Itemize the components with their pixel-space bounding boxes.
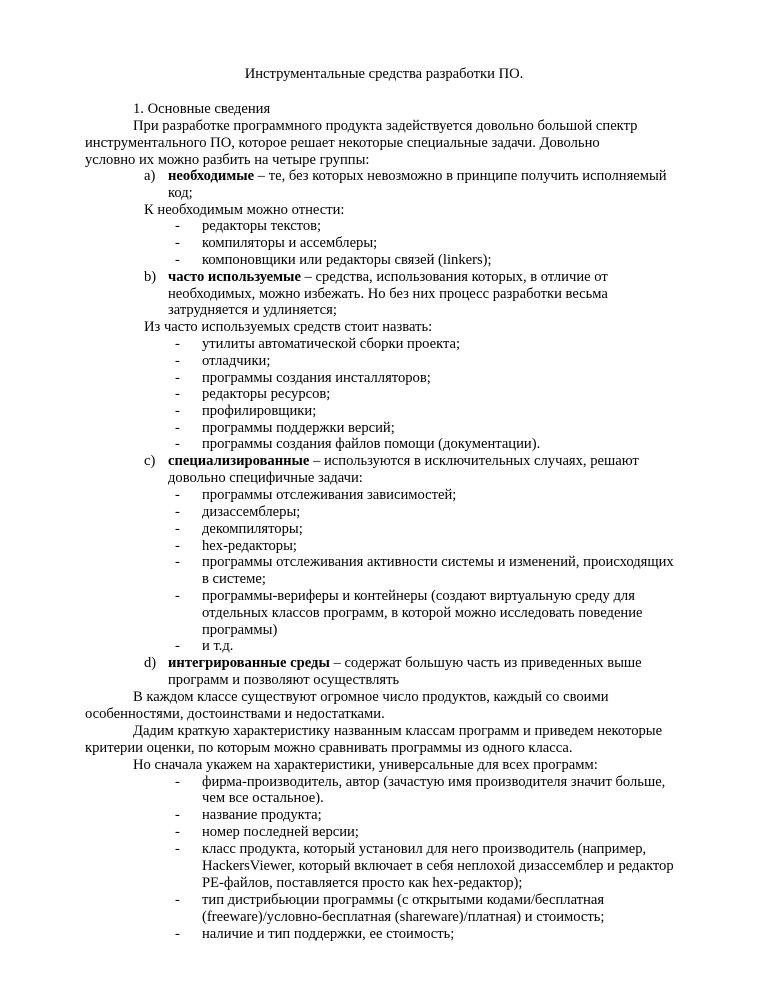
- list-item-cont: чем все остальное).: [202, 790, 324, 806]
- group-d-line: [168, 655, 642, 672]
- bullet-dash: -: [175, 386, 180, 402]
- bullet-dash: -: [175, 538, 180, 554]
- group-c-cont: довольно специфичные задачи:: [168, 470, 363, 486]
- group-a-rest: – те, без которых невозможно в принципе получить исполняемый: [254, 168, 667, 184]
- bullet-dash: -: [175, 774, 180, 790]
- bullet-dash: -: [175, 926, 180, 942]
- bullet-dash: -: [175, 336, 180, 352]
- list-item: фирма-производитель, автор (зачастую имя производителя значит больше,: [202, 774, 666, 790]
- list-item-cont: PE-файлов, поставляется просто как hex-редактор);: [202, 875, 523, 891]
- list-item: профилировщики;: [202, 403, 317, 419]
- list-item-cont: в системе;: [202, 571, 266, 587]
- list-item: дизассемблеры;: [202, 504, 301, 520]
- document-title: Инструментальные средства разработки ПО.: [244, 66, 524, 82]
- group-b-term: часто используемые: [168, 269, 301, 285]
- list-item: редакторы ресурсов;: [202, 386, 331, 402]
- bullet-dash: -: [175, 218, 180, 234]
- bullet-dash: -: [175, 841, 180, 857]
- group-a-cont: код;: [168, 185, 193, 201]
- bullet-dash: -: [175, 487, 180, 503]
- bullet-dash: -: [175, 403, 180, 419]
- group-c-term: специализированные: [168, 453, 310, 469]
- list-item: утилиты автоматической сборки проекта;: [202, 336, 461, 352]
- list-item: программы отслеживания зависимостей;: [202, 487, 457, 503]
- group-d-marker: d): [144, 655, 157, 671]
- list-item-cont: HackersViewer, который включает в себя неплохой дизассемблер и редактор: [202, 858, 674, 874]
- bullet-dash: -: [175, 370, 180, 386]
- group-c-marker: c): [144, 453, 156, 469]
- list-item: программы создания файлов помощи (документации).: [202, 436, 541, 452]
- group-b-rest: – средства, использования которых, в отличие от: [300, 269, 608, 285]
- list-item: программы отслеживания активности системы и изменений, происходящих: [202, 554, 674, 570]
- bullet-dash: -: [175, 521, 180, 537]
- bullet-dash: -: [175, 504, 180, 520]
- list-item: программы поддержки версий;: [202, 420, 395, 436]
- group-c-line: [168, 453, 639, 470]
- group-a-line: [168, 168, 667, 185]
- list-item-cont: отдельных классов программ, в которой можно исследовать поведение: [202, 605, 643, 621]
- bullet-dash: -: [175, 824, 180, 840]
- bullet-dash: -: [175, 807, 180, 823]
- paragraph-line: критерии оценки, по которым можно сравнивать программы из одного класса.: [85, 740, 573, 756]
- bullet-dash: -: [175, 235, 180, 251]
- section-heading: 1. Основные сведения: [133, 101, 271, 117]
- list-item-cont: программы): [202, 622, 278, 638]
- group-b-line: [168, 269, 608, 286]
- paragraph-line: особенностями, достоинствами и недостатками.: [85, 706, 385, 722]
- group-a-term: необходимые: [168, 168, 255, 184]
- paragraph-line: Но сначала укажем на характеристики, универсальные для всех программ:: [133, 757, 598, 773]
- bullet-dash: -: [175, 436, 180, 452]
- list-item: декомпиляторы;: [202, 521, 303, 537]
- bullet-dash: -: [175, 638, 180, 654]
- paragraph-line: В каждом классе существуют огромное число продуктов, каждый со своими: [133, 689, 609, 705]
- intro-line-3: условно их можно разбить на четыре группы:: [85, 152, 370, 168]
- list-item: компоновщики или редакторы связей (linkers);: [202, 252, 492, 268]
- group-a-marker: a): [144, 168, 156, 184]
- group-d-term: интегрированные среды: [168, 655, 330, 671]
- list-item: класс продукта, который установил для него производитель (например,: [202, 841, 647, 857]
- list-item: программы-вериферы и контейнеры (создают виртуальную среду для: [202, 588, 635, 604]
- list-item: тип дистрибьюции программы (с открытыми кодами/бесплатная: [202, 892, 605, 908]
- list-item: компиляторы и ассемблеры;: [202, 235, 378, 251]
- list-item: номер последней версии;: [202, 824, 359, 840]
- list-item: и т.д.: [202, 638, 234, 654]
- group-a-lead: К необходимым можно отнести:: [144, 202, 345, 218]
- group-b-marker: b): [144, 269, 157, 285]
- list-item: программы создания инсталляторов;: [202, 370, 431, 386]
- list-item-cont: (freeware)/условно-бесплатная (shareware)/платная) и стоимость;: [202, 909, 605, 925]
- bullet-dash: -: [175, 353, 180, 369]
- group-b-lead: Из часто используемых средств стоит назвать:: [144, 319, 433, 335]
- bullet-dash: -: [175, 892, 180, 908]
- intro-line-2: инструментального ПО, которое решает некоторые специальные задачи. Довольно: [85, 135, 600, 151]
- group-b-cont-2: затрудняется и удлиняется;: [168, 302, 337, 318]
- list-item: редакторы текстов;: [202, 218, 322, 234]
- paragraph-line: Дадим краткую характеристику названным классам программ и приведем некоторые: [133, 723, 663, 739]
- group-d-rest: – содержат большую часть из приведенных выше: [329, 655, 642, 671]
- bullet-dash: -: [175, 554, 180, 570]
- bullet-dash: -: [175, 252, 180, 268]
- list-item: hex-редакторы;: [202, 538, 297, 554]
- group-d-cont: программ и позволяют осуществлять: [168, 672, 400, 688]
- list-item: название продукта;: [202, 807, 322, 823]
- bullet-dash: -: [175, 588, 180, 604]
- list-item: наличие и тип поддержки, ее стоимость;: [202, 926, 455, 942]
- list-item: отладчики;: [202, 353, 271, 369]
- bullet-dash: -: [175, 420, 180, 436]
- intro-line-1: При разработке программного продукта задействуется довольно большой спектр: [133, 118, 638, 134]
- group-c-rest: – используются в исключительных случаях, решают: [309, 453, 639, 469]
- group-b-cont-1: необходимых, можно избежать. Но без них процесс разработки весьма: [168, 286, 608, 302]
